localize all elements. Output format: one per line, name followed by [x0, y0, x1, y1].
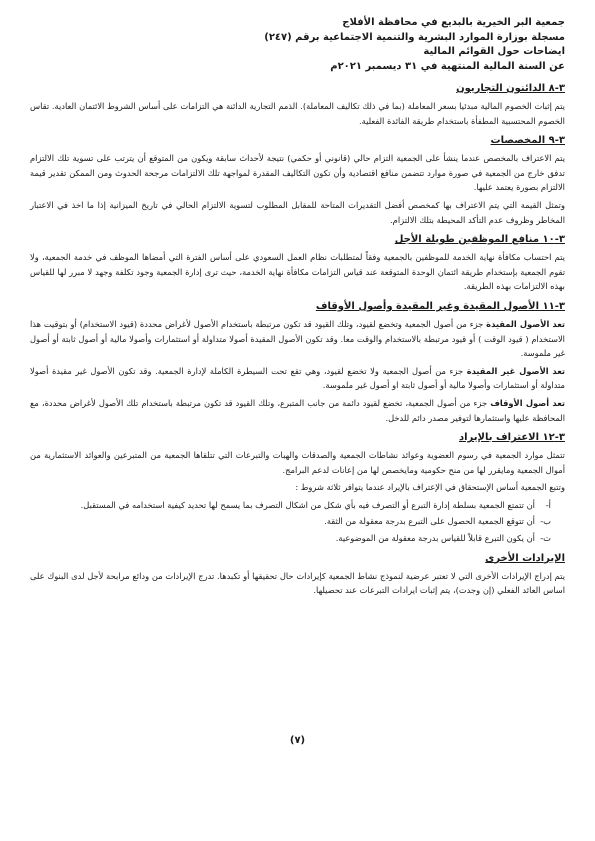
list-item: ت- أن يكون التبرع قابلاً للقياس بدرجة معقولة من الموضوعية. — [335, 533, 551, 544]
section-revenue-recognition — [30, 431, 565, 546]
list-item: ب- أن تتوقع الجمعية الحصول على التبرع بدرجة معقولة من الثقة. — [324, 516, 551, 527]
org-name: جمعية البر الخيرية بالبديع في محافظة الأفلاج — [342, 17, 565, 28]
term-endowment: تعد أصول الأوقاف — [490, 397, 565, 408]
term-unrestricted: تعد الأصول غير المقيدة — [466, 365, 566, 376]
page-number: (٧) — [289, 735, 306, 746]
document-header — [30, 16, 565, 74]
period-line: عن السنة المالية المنتهية في ٣١ ديسمبر ٢٠٢١م — [330, 60, 565, 72]
paragraph: وتتبع الجمعية أساس الإستحقاق في الإعتراف بالإيراد عندما يتوافر ثلاثة شروط : — [295, 482, 565, 493]
list-item: أ- أن تتمتع الجمعية بسلطة إدارة التبرع أو التصرف فيه بأي شكل من اشكال التصرف بما يسمح لها تحديد كيفية استخدامه في المستقبل. — [80, 499, 551, 510]
section-trade-payables — [30, 82, 565, 128]
paragraph: تعد الأصول غير المقيدة جزء من أصول الجمعية ولا تخضع لقيود، وهي تقع تحت السيطرة الكاملة لإدارة الجمعية. وقد تكون الأصول غير مقيدة أصولا متداولة أو استثمارات وأصولا مالية أو أصول ثابتة او أصول غير ملموسة. — [30, 365, 566, 391]
section-heading: ٣-٩ المخصصات — [490, 135, 565, 147]
section-heading: ٣-١٠ منافع الموظفين طويلة الأجل — [394, 234, 565, 246]
section-heading: ٣-١١ الأصول المقيدة وغير المقيدة وأصول الأوقاف — [315, 300, 565, 312]
paragraph: تعد الأصول المقيدة جزء من أصول الجمعية وتخضع لقيود، وتلك القيود قد تكون مرتبطة باستخدام الأصول لأغراض محددة (قيود الاستخدام) أو بتوقيت هذا الاستخدام ( قيود الوقت ) أو قيود مرتبطة بالاستخدام والوقت معا. وقد تكون الأصول المقيدة أصولا متداولة أو استثمارات وأصولا مالية أو أصول ثابتة أو أصول غير ملموسة. — [30, 318, 565, 359]
section-heading: ٣-٨ الدائنون التجاريون — [456, 83, 565, 94]
report-title: ايضاحات حول القوائم المالية — [423, 46, 565, 57]
paragraph: تتمثل موارد الجمعية في رسوم العضوية وعوائد نشاطات الجمعية والصدقات والهبات والتبرعات التي تتلقاها الجمعية من المتبرعين والعوائد الاستثمارية من أموال الجمعية ومايقرر لها من منح حكومية ومايخصص لها من إعانات لدعم البرامج. — [30, 450, 565, 475]
paragraph: يتم احتساب مكافأة نهاية الخدمة للموظفين بالجمعية وفقاً لمتطلبات نظام العمل السعودي على أساس الفترة التي أمضاها الموظف في خدمة الجمعية، ولا تقوم الجمعية بإستخدام طريقة ائتمان الوحدة المتوقعة عند قياس التزامات مكافأة نهاية الخدمة، حيث ترى إدارة الجمعية وجود تكلفة وجهد لا مبرر لها للقياس بهذه الالتزامات بهذه الطريقة. — [30, 252, 565, 292]
paragraph: يتم الاعتراف بالمخصص عندما ينشأ على الجمعية التزام حالي (قانوني أو حكمي) نتيجة لأحداث سابقة ويكون من المتوقع أن يترتب على تسوية تلك الالتزام تدفق خارج من الجمعية في صورة موارد تتضمن منافع اقتصادية وأن تكون التكاليف المقدرة لمواجهة تلك الالتزامات مرجحة الحدوث ومن الممكن تقدير قيمة الالتزام بصورة يعتمد عليها. — [30, 153, 565, 193]
term-restricted: تعد الأصول المقيدة — [486, 318, 565, 329]
conditions-list — [30, 498, 551, 546]
paragraph: تعد أصول الأوقاف جزء من أصول الجمعية، تخضع لقيود دائمة من جانب المتبرع، وتلك القيود قد تكون مرتبطة باستخدام تلك الأصول لأغراض محددة، مع المحافظة عليها واستثمارها لتوفير مصدر دائم للدخل. — [30, 397, 565, 423]
section-heading: ٣-١٢ الاعتراف بالإيراد — [459, 432, 565, 444]
section-restricted-assets — [30, 300, 565, 425]
paragraph: يتم إثبات الخصوم المالية مبدئيا بسعر المعاملة (بما في ذلك تكاليف المعاملة). الذمم التجارية الدائنة هي التزامات على أساس الشروط الائتمان العادية. تقاس الخصوم المحتسبية المطفأة باستخدام طريقة الفائدة الفعلية. — [30, 101, 565, 126]
section-employee-benefits — [30, 233, 565, 294]
paragraph: يتم إدراج الإيرادات الأخرى التي لا تعتبر عرضية لنموذج نشاط الجمعية كإيرادات حال تحقيقها أو تكبدها. تدرج الإيرادات من ودائع مرابحة لأجل لدى البنوك على اساس العائد الفعلي (إن وجدت)، يتم إثبات ايرادات التبرعات عند تحصيلها. — [30, 570, 565, 596]
section-other-revenue — [30, 552, 565, 598]
paragraph: وتمثل القيمة التي يتم الاعتراف بها كمخصص أفضل التقديرات المتاحة للمقابل المطلوب لتسوية الالتزام الحالي في تاريخ الميزانية إذا ما اخذ في الاعتبار المخاطر وظروف عدم التأكد المحيطة بتلك الالتزام. — [30, 199, 565, 225]
section-heading: الإيرادات الأخرى — [485, 552, 565, 564]
section-provisions — [30, 134, 565, 227]
registration-line: مسجلة بوزارة الموارد البشرية والتنمية الاجتماعية برقم (٢٤٧) — [264, 31, 565, 43]
